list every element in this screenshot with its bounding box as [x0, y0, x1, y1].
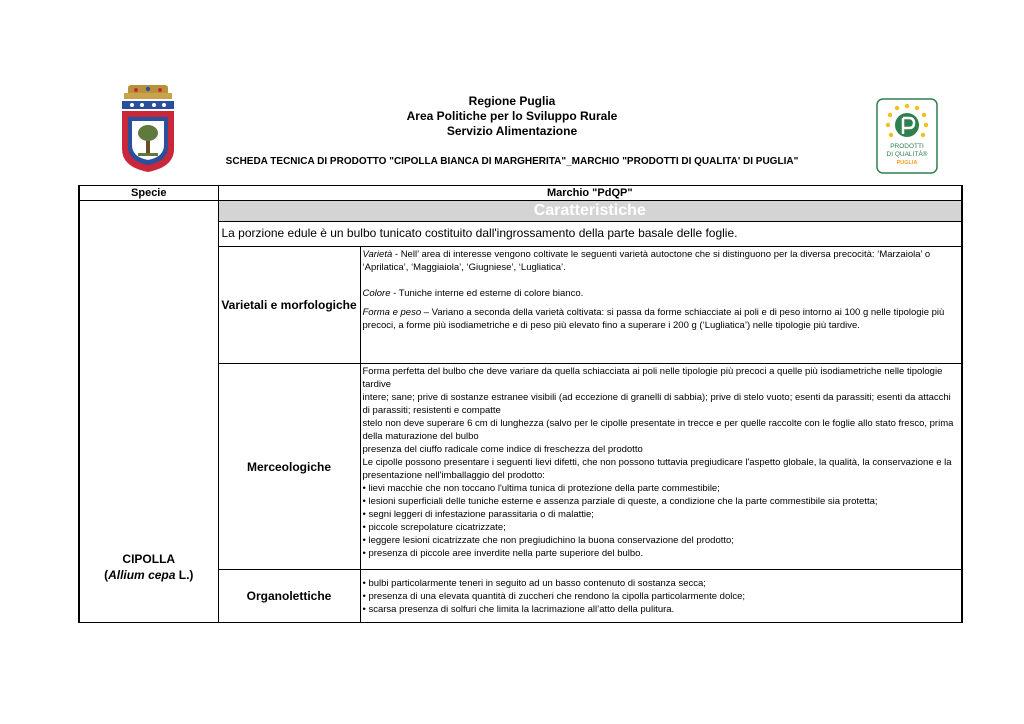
list-item: • leggere lesioni cicatrizzate che non pregiudichino la buona conservazione del prodotto;	[362, 535, 734, 546]
header-region: Regione Puglia	[468, 94, 556, 108]
list-item: • scarsa presenza di solfuri che limita la lacrimazione all’atto della pulitura.	[362, 603, 675, 615]
forma-line	[363, 306, 960, 332]
forma-label: Forma e peso	[362, 307, 422, 318]
scheda-title: SCHEDA TECNICA DI PRODOTTO "CIPOLLA BIANCA DI MARGHERITA"_MARCHIO "PRODOTTI DI QUALITA' DI PUGLIA"	[225, 156, 799, 167]
varieta-label: Varietà	[362, 249, 393, 260]
specie-latin-line	[80, 567, 218, 583]
logo-text-qualita: DI QUALITÀ®	[886, 151, 928, 158]
colore-line	[363, 287, 960, 300]
forma-text: – Variano a seconda della varietà coltivata: si passa da forme schiacciate ai poli e di peso intorno ai 100 g nelle tipologie più precoci, a forme più isodiametriche e di peso più elevato fino a superare i 200 g (‘Lugliatica’) nelle tipologie più tardive.	[362, 307, 945, 331]
varieta-line	[363, 248, 960, 274]
prodotti-di-qualita-logo-icon	[876, 98, 938, 174]
specie-latin-close: L.)	[175, 567, 194, 582]
specie-cell	[79, 201, 218, 623]
category-organolettiche: Organolettiche	[218, 570, 360, 623]
header-service: Servizio Alimentazione	[446, 124, 578, 138]
category-merceologiche: Merceologiche	[218, 364, 360, 570]
list-item: • bulbi particolarmente teneri in seguito ad un basso contenuto di sostanza secca;	[362, 577, 706, 589]
colore-text: - Tuniche interne ed esterne di colore bianco.	[390, 288, 584, 299]
list-item: presenza del ciuffo radicale come indice di freschezza del prodotto	[362, 444, 643, 455]
header-area: Area Politiche per lo Sviluppo Rurale	[406, 109, 618, 123]
specie-latin-open: (	[104, 567, 109, 582]
description-merceologiche	[360, 364, 962, 570]
description-varietali	[360, 247, 962, 364]
logo-text-puglia: PUGLIA	[896, 160, 918, 166]
list-item: • segni leggeri di infestazione parassitaria o di malattie;	[362, 509, 594, 520]
product-spec-table	[78, 185, 963, 623]
description-organolettiche	[360, 570, 962, 623]
list-item: Le cipolle possono presentare i seguenti lievi difetti, che non possono tuttavia pregiudicare l'aspetto globale, la qualità, la conservazione e la presentazione nell'imballaggio del prodotto:	[362, 457, 952, 481]
intro-description: La porzione edule è un bulbo tunicato costituito dall'ingrossamento della parte basale delle foglie.	[218, 222, 962, 247]
list-item: • lievi macchie che non toccano l'ultima tunica di protezione della parte commestibile;	[362, 483, 720, 494]
specie-name: CIPOLLA	[122, 551, 176, 566]
list-item: intere; sane; prive di sostanze estranee visibili (ad eccezione di granelli di sabbia); prive di stelo vuoto; esenti da parassiti; esenti da attacchi di parassiti; resistenti e compatte	[362, 392, 951, 416]
header-block	[0, 94, 1024, 139]
list-item: • presenza di una elevata quantità di zuccheri che rendono la cipolla particolarmente dolce;	[362, 590, 746, 602]
list-item: stelo non deve superare 6 cm di lunghezza (salvo per le cipolle presentate in trecce e per quelle raccolte con le foglie allo stato fresco, prima della maturazione del bulbo	[362, 418, 954, 442]
varieta-text: - Nell’ area di interesse vengono coltivate le seguenti varietà autoctone che si distinguono per la diversa precocità: ‘Marzaiola’ o ‘Aprilatica’, ‘Maggiaiola’, ‘Giugniese’, ‘Lugliatica’.	[362, 249, 931, 273]
list-item: • lesioni superficiali delle tuniche esterne e assenza parziale di queste, a condizione che la parte commestibile sia protetta;	[362, 496, 878, 507]
specie-latin: Allium cepa	[108, 567, 176, 582]
list-item: Forma perfetta del bulbo che deve variare da quella schiacciata ai poli nelle tipologie più precoci a quelle più isodiametriche nelle tipologie tardive	[362, 366, 943, 390]
col-header-marchio: Marchio "PdQP"	[218, 186, 962, 201]
logo-text-prodotti: PRODOTTI	[890, 143, 924, 150]
table-header-row	[79, 186, 962, 201]
list-item: • presenza di piccole aree inverdite nella parte superiore del bulbo.	[362, 548, 644, 559]
col-header-specie: Specie	[79, 186, 218, 201]
caratteristiche-heading: Caratteristiche	[218, 201, 962, 222]
colore-label: Colore	[362, 288, 391, 299]
category-varietali: Varietali e morfologiche	[218, 247, 360, 364]
list-item: • piccole screpolature cicatrizzate;	[362, 522, 506, 533]
